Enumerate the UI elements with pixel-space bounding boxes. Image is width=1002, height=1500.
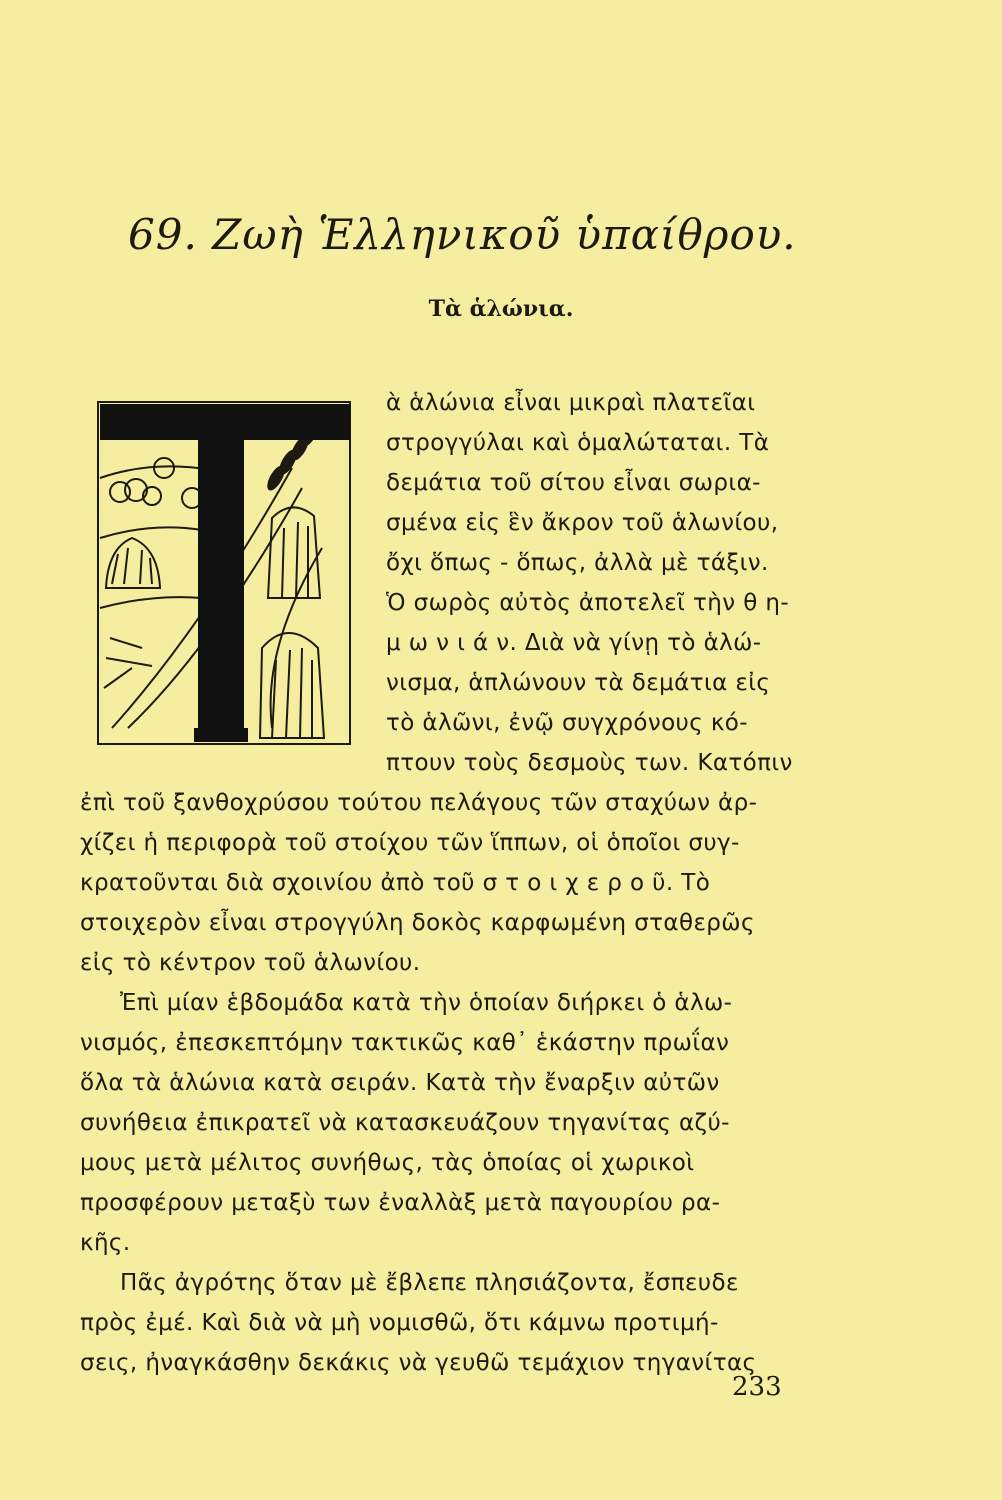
chapter-title: 69. Ζωὴ Ἑλληνικοῦ ὑπαίθρου. [128, 210, 797, 259]
text-line: στοιχερὸν εἶναι στρογγύλη δοκὸς καρφωμένη σταθερῶς [80, 910, 755, 936]
section-subtitle: Τὰ ἁλώνια. [428, 296, 574, 322]
text-line: νισμα, ἁπλώνουν τὰ δεμάτια εἰς [386, 670, 771, 696]
text-line: Πᾶς ἀγρότης ὅταν μὲ ἔβλεπε πλησιάζοντα, ἔσπευδε [120, 1270, 739, 1296]
text-line: Ἐπὶ μίαν ἑβδομάδα κατὰ τὴν ὁποίαν διήρκει ὁ ἁλω- [120, 990, 733, 1016]
text-line: συνήθεια ἐπικρατεῖ νὰ κατασκευάζουν τηγανίτας αζύ- [80, 1110, 730, 1136]
text-line: νισμός, ἐπεσκεπτόμην τακτικῶς καθ᾽ ἑκάστην πρωΐαν [80, 1030, 730, 1056]
page-number: 233 [732, 1372, 782, 1402]
illustrated-initial-t [92, 398, 354, 750]
text-line: δεμάτια τοῦ σίτου εἶναι σωρια- [386, 470, 761, 496]
text-line: κρατοῦνται διὰ σχοινίου ἀπὸ τοῦ σ τ ο ι χ ε ρ ο ῦ. Τὸ [80, 870, 711, 896]
text-line: προσφέρουν μεταξὺ των ἐναλλὰξ μετὰ παγουρίου ρα- [80, 1190, 721, 1216]
text-line: εἰς τὸ κέντρον τοῦ ἁλωνίου. [80, 950, 421, 976]
text-line: Ὁ σωρὸς αὐτὸς ἀποτελεῖ τὴν θ η- [386, 590, 790, 616]
text-line: πρὸς ἐμέ. Καὶ διὰ νὰ μὴ νομισθῶ, ὅτι κάμνω προτιμή- [80, 1310, 719, 1336]
text-line: τὸ ἁλῶνι, ἐνῷ συγχρόνους κό- [386, 710, 748, 736]
text-line: στρογγύλαι καὶ ὁμαλώταται. Τὰ [386, 430, 770, 456]
text-line: ἐπὶ τοῦ ξανθοχρύσου τούτου πελάγους τῶν σταχύων ἀρ- [80, 790, 758, 816]
text-line: ὄχι ὅπως - ὅπως, ἀλλὰ μὲ τάξιν. [386, 550, 769, 576]
text-line: ὅλα τὰ ἁλώνια κατὰ σειράν. Κατὰ τὴν ἔναρξιν αὐτῶν [80, 1070, 720, 1096]
text-line: σμένα εἰς ἓν ἄκρον τοῦ ἁλωνίου, [386, 510, 779, 536]
text-line: σεις, ἠναγκάσθην δεκάκις νὰ γευθῶ τεμάχιον τηγανίτας [80, 1350, 757, 1376]
text-line: πτουν τοὺς δεσμοὺς των. Κατόπιν [386, 750, 793, 776]
text-line: ὰ ἁλώνια εἶναι μικραὶ πλατεῖαι [386, 390, 756, 416]
text-line: μ ω ν ι ά ν. Διὰ νὰ γίνῃ τὸ ἁλώ- [386, 630, 762, 656]
text-line: κῆς. [80, 1230, 131, 1256]
text-line: μους μετὰ μέλιτος συνήθως, τὰς ὁποίας οἱ χωρικοὶ [80, 1150, 695, 1176]
text-line: χίζει ἡ περιφορὰ τοῦ στοίχου τῶν ἵππων, οἱ ὁποῖοι συγ- [80, 830, 740, 856]
